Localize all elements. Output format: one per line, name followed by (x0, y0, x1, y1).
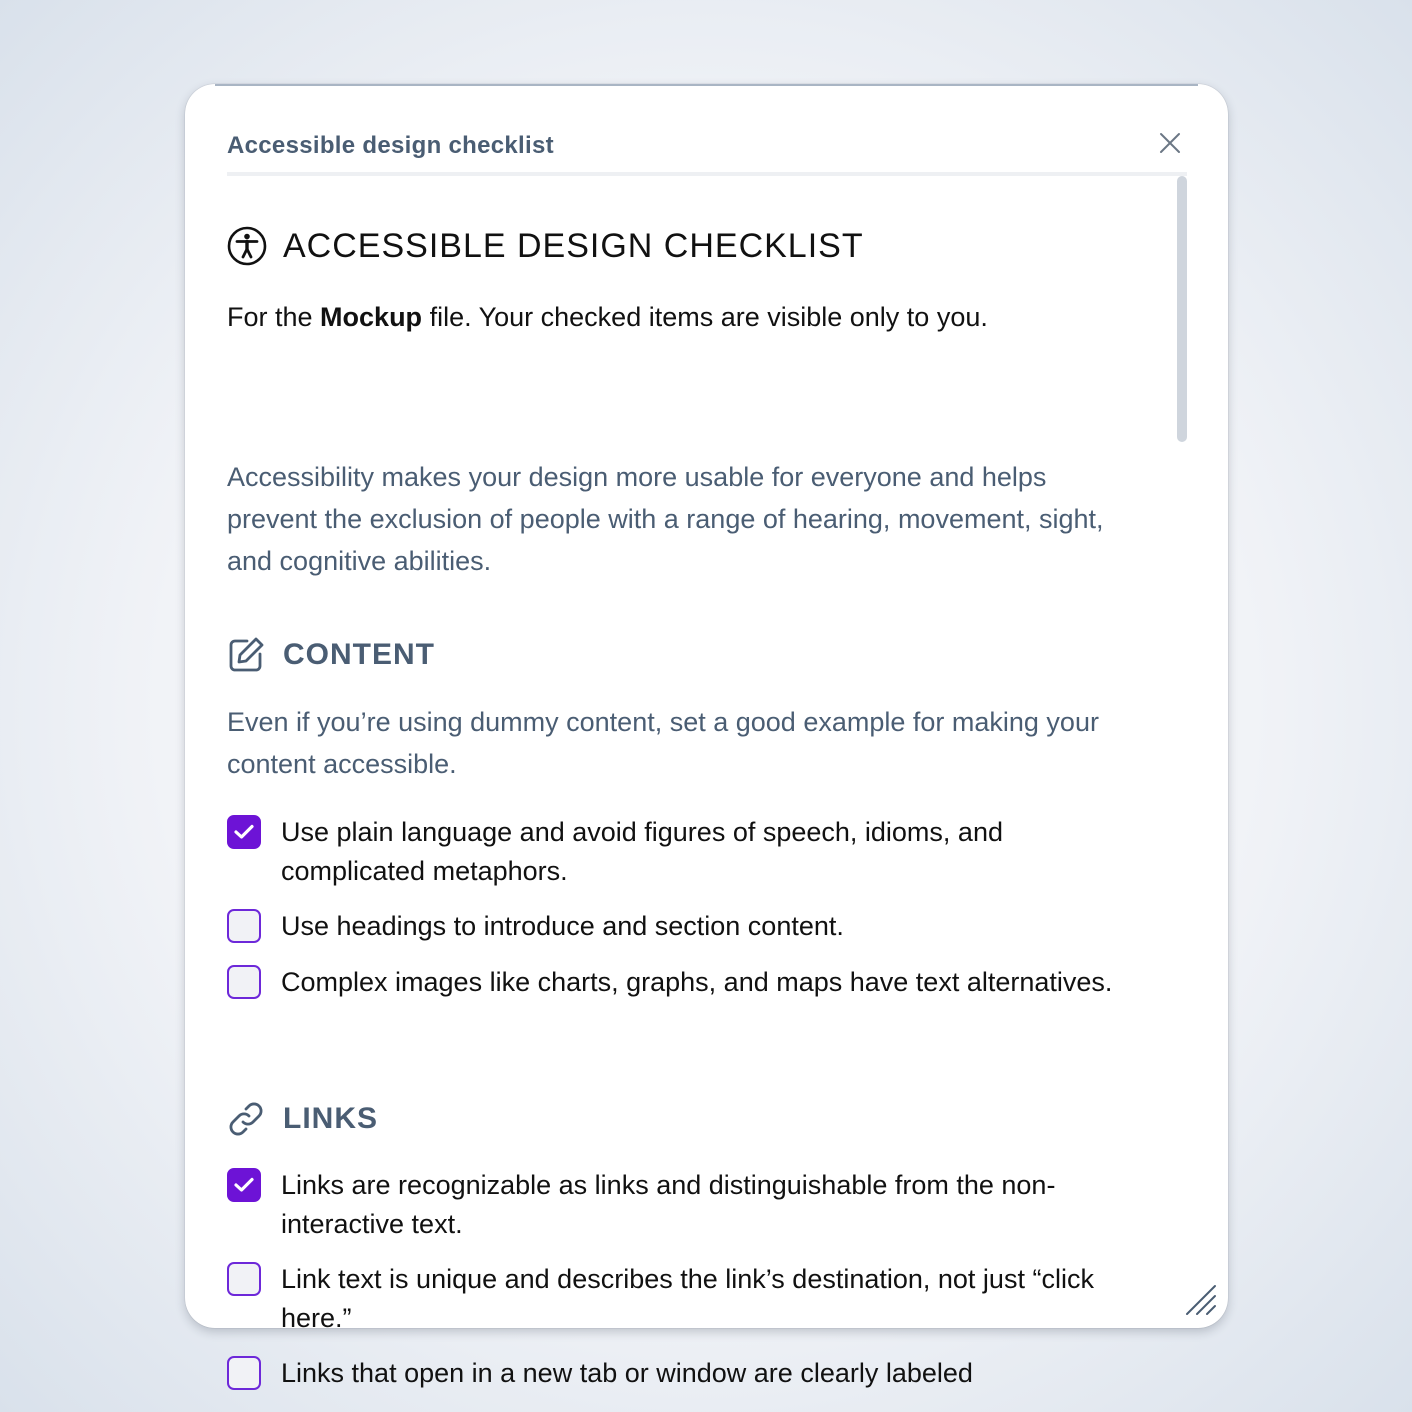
intro-description: Accessibility makes your design more usable for everyone and helps prevent the exclusion of people with a range of hearing, movement, sight, and cognitive abilities. (227, 462, 1104, 576)
checkmark-icon (234, 824, 254, 840)
close-icon (1159, 132, 1181, 154)
main-heading (227, 226, 864, 266)
checklist-item[interactable] (227, 1354, 1127, 1393)
dialog-top-edge (215, 84, 1198, 86)
content-heading: CONTENT (283, 638, 435, 671)
links-section-heading (227, 1100, 378, 1138)
intro-prefix: For the (227, 302, 321, 332)
checklist-item-label: Complex images like charts, graphs, and maps have text alternatives. (281, 967, 1113, 997)
checklist-item-label: Use headings to introduce and section content. (281, 911, 844, 941)
page-title: ACCESSIBLE DESIGN CHECKLIST (283, 226, 864, 265)
intro-text (227, 296, 1127, 338)
dialog-title: Accessible design checklist (227, 132, 554, 159)
checkbox-unchecked[interactable] (227, 965, 261, 999)
checkbox-checked[interactable] (227, 1168, 261, 1202)
checklist-item[interactable] (227, 963, 1127, 1002)
checkbox-unchecked[interactable] (227, 909, 261, 943)
checklist-dialog (185, 84, 1228, 1388)
content-section-heading (227, 636, 435, 674)
scrollbar-thumb[interactable] (1177, 176, 1187, 442)
checklist-item-label: Use plain language and avoid figures of speech, idioms, and complicated metaphors. (281, 817, 1003, 886)
resize-grip-icon (1183, 1282, 1219, 1318)
checklist-item-label: Links are recognizable as links and distinguishable from the non-interactive text. (281, 1170, 1056, 1239)
links-heading: LINKS (283, 1102, 378, 1135)
checklist-item[interactable] (227, 907, 1127, 946)
checkbox-checked[interactable] (227, 815, 261, 849)
close-button[interactable] (1155, 128, 1185, 158)
link-icon (227, 1100, 265, 1138)
checkbox-unchecked[interactable] (227, 1356, 261, 1390)
checklist-item[interactable] (227, 1166, 1127, 1244)
intro-file-name: Mockup (320, 302, 423, 332)
checklist-item-label: Link text is unique and describes the link’s destination, not just “click here.” (281, 1264, 1094, 1333)
checklist-item[interactable] (227, 1260, 1127, 1338)
checklist-item[interactable] (227, 813, 1127, 891)
checklist-scroll-area[interactable] (185, 176, 1228, 1388)
intro-suffix: file. Your checked items are visible only to you. (422, 302, 988, 332)
accessibility-icon (227, 226, 267, 266)
resize-handle[interactable] (1183, 1282, 1219, 1318)
content-description: Even if you’re using dummy content, set a good example for making your content accessible. (227, 707, 1099, 779)
edit-icon (227, 636, 265, 674)
checklist-item-label: Links that open in a new tab or window are clearly labeled (281, 1358, 973, 1388)
checkmark-icon (234, 1177, 254, 1193)
checkbox-unchecked[interactable] (227, 1262, 261, 1296)
